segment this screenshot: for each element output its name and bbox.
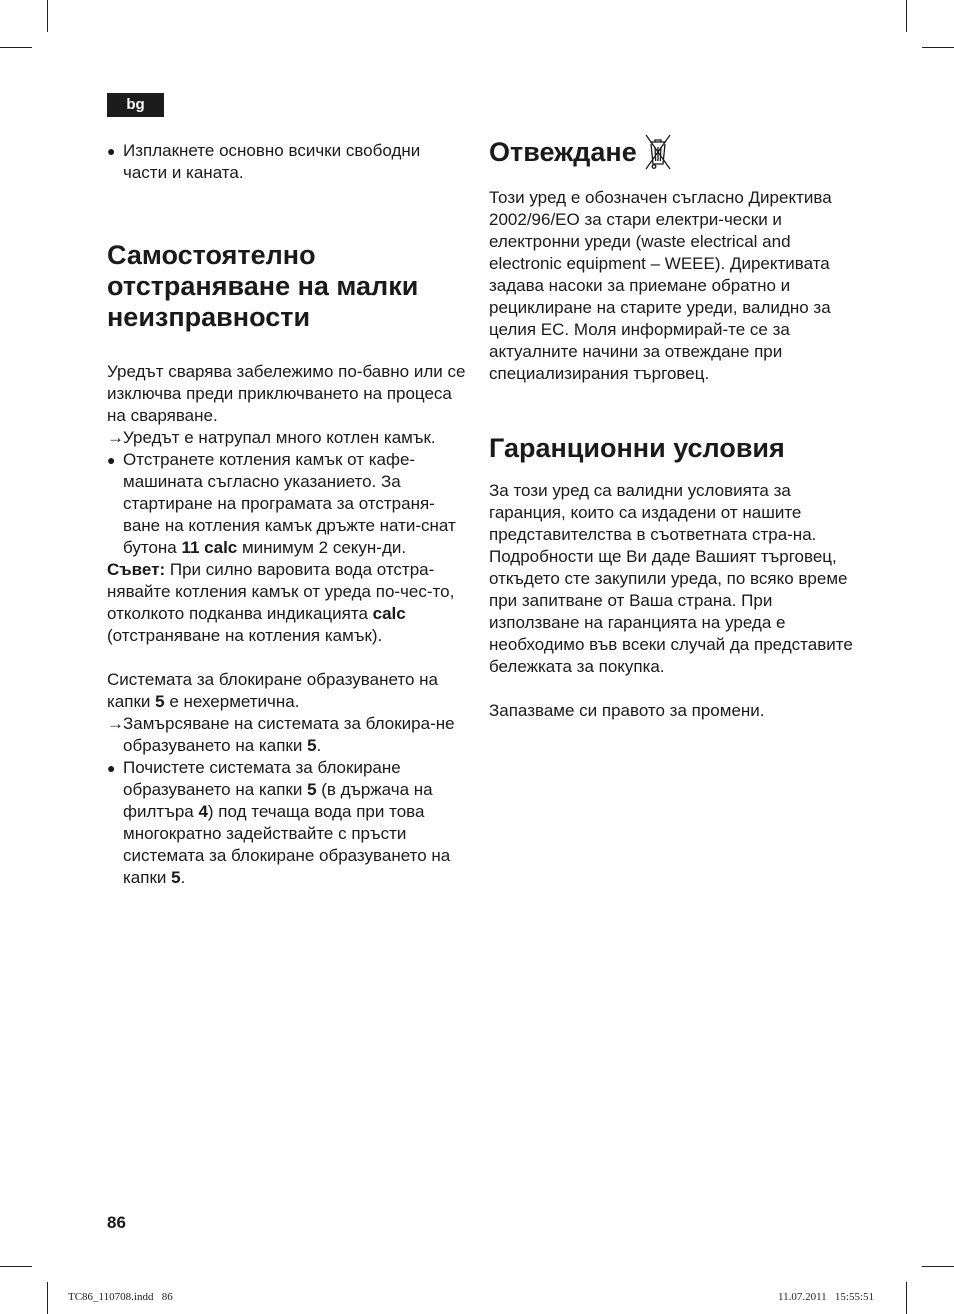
crop-mark <box>47 0 48 32</box>
crop-mark <box>0 1266 32 1267</box>
bullet-icon: ● <box>107 143 116 159</box>
warranty-text: За този уред са валидни условията за гаранция, които са издадени от нашите представителства в съответната стра-на. Подробности ще Ви даде Вашият търговец, откъдето сте закупили уреда, по всяко време при запитване от Ваша страна. При използване на гаранцията на уреда е необходимо във всеки случай да представите бележката за покупка. <box>489 481 853 676</box>
crop-mark <box>47 1282 48 1314</box>
crop-mark <box>906 0 907 32</box>
problem-text: Уредът сварява забележимо по-бавно или се изключва преди приключването на процеса на сваряване. <box>107 362 466 425</box>
problem-text: Системата за блокиране образуването на капки 5 е нехерметична. <box>107 670 438 711</box>
section-heading-troubleshooting: Самостоятелно отстраняване на малки неизправности <box>107 240 419 332</box>
bullet-icon: ● <box>107 452 116 468</box>
action-item: ● Почистете системата за блокиране образуването на капки 5 (в държача на филтъра 4) под течаща вода при това многократно задействайте с пръсти системата за блокиране образуването на капки 5. <box>107 758 451 887</box>
section-heading-warranty: Гаранционни условия <box>489 433 785 463</box>
section-heading-disposal: Отвеждане <box>489 133 854 171</box>
cause-item: → Уредът е натрупал много котлен камък. <box>107 428 436 447</box>
arrow-right-icon: → <box>107 428 124 447</box>
language-tab: bg <box>107 93 164 117</box>
reserve-text: Запазваме си правото за промени. <box>489 701 765 720</box>
page-number: 86 <box>107 1213 126 1232</box>
tip-text: Съвет: При силно варовита вода отстра-нявайте котления камък от уреда по-чес-то, отколкото подканва индикацията calc (отстраняване на котления камък). <box>107 560 455 645</box>
print-slug-date: 11.07.2011 15:55:51 <box>778 1291 875 1303</box>
left-column <box>107 140 469 889</box>
bullet-icon: ● <box>107 760 116 776</box>
crop-mark <box>0 47 32 48</box>
right-column <box>489 133 854 722</box>
arrow-right-icon: → <box>107 714 124 733</box>
crop-mark <box>922 47 954 48</box>
crossed-bin-icon <box>645 133 671 171</box>
crop-mark <box>906 1282 907 1314</box>
disposal-text: Този уред е обозначен съгласно Директива 2002/96/ЕО за стари електри-чески и електронни уреди (waste electrical and electronic equipment – WEEE). Директивата задава насоки за приемане обратно и рециклиране на старите уреди, валидно за целия ЕС. Моля информирай-те се за актуалните начини за отвеждане при специализирания търговец. <box>489 188 832 383</box>
action-item: ● Отстранете котления камък от кафе-машината съгласно указанието. За стартиране на програмата за отстраня-ване на котления камък дръжте нати-снат бутона 11 calc минимум 2 секун-ди. <box>107 450 456 557</box>
list-item: ● Изплакнете основно всички свободни части и каната. <box>107 141 421 182</box>
print-slug-file: TC86_110708.indd 86 <box>68 1291 173 1303</box>
crop-mark <box>922 1266 954 1267</box>
cause-item: → Замърсяване на системата за блокира-не образуването на капки 5. <box>107 714 455 755</box>
